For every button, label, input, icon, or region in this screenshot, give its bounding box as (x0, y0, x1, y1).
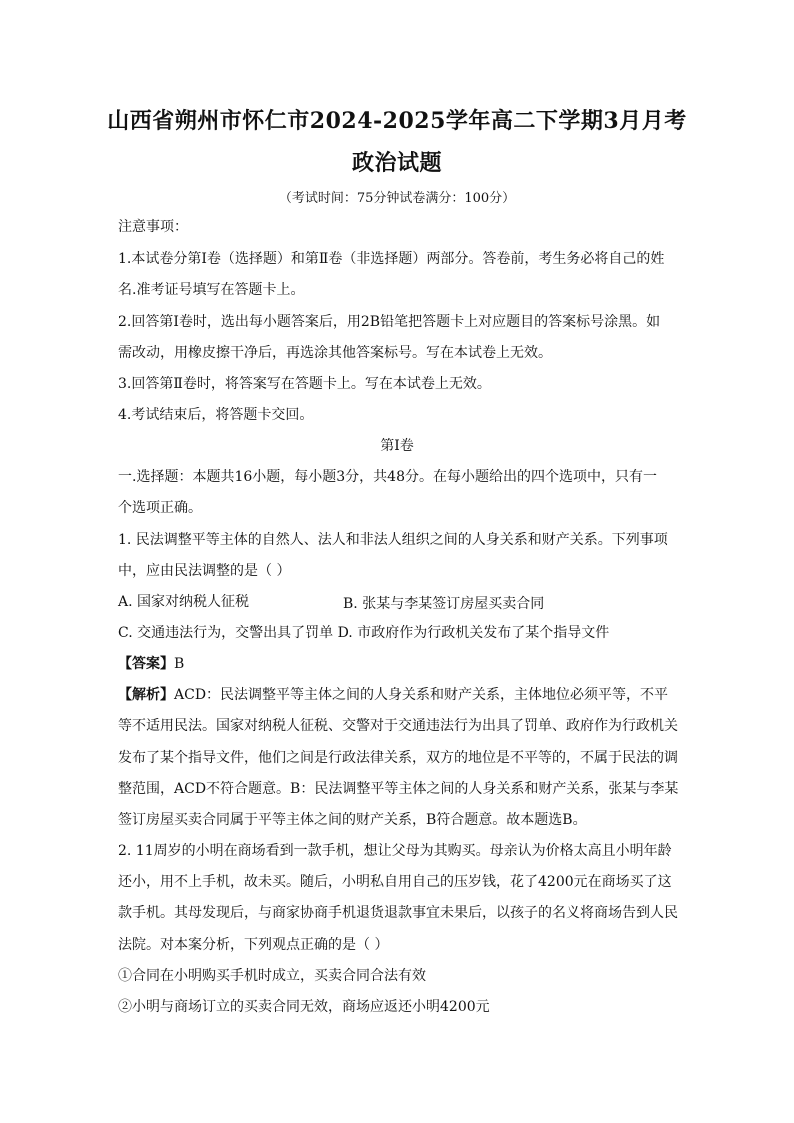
notes-line: 3.回答第Ⅱ卷时，将答案写在答题卡上。写在本试卷上无效。 (118, 376, 491, 392)
statement-item: ②小明与商场订立的买卖合同无效，商场应返还小明4200元 (118, 999, 490, 1015)
section-intro: 一.选择题：本题共16小题，每小题3分，共48分。在每小题给出的四个选项中，只有一 (118, 469, 657, 485)
option-b: B. 张某与李某签订房屋买卖合同 (343, 596, 545, 612)
notes-line: 2.回答第Ⅰ卷时，选出每小题答案后，用2B铅笔把答题卡上对应题目的答案标号涂黑。如 (118, 314, 661, 330)
exam-info: （考试时间：75分钟试卷满分：100分） (278, 191, 516, 206)
answer-value: B (174, 656, 185, 672)
question-stem: 款手机。其母发现后，与商家协商手机退货退款事宜未果后，以孩子的名义将商场告到人民 (118, 905, 678, 921)
notes-line: 4.考试结束后，将答题卡交回。 (118, 407, 314, 423)
answer-label: 【答案】 (118, 656, 174, 672)
section-intro: 个选项正确。 (118, 500, 202, 516)
question-stem: 1. 民法调整平等主体的自然人、法人和非法人组织之间的人身关系和财产关系。下列事项 (118, 532, 668, 548)
section-title: 第Ⅰ卷 (380, 438, 414, 454)
analysis-text: 整范围，ACD不符合题意。B：民法调整平等主体之间的人身关系和财产关系，张某与李某 (118, 781, 679, 797)
analysis-text: ACD：民法调整平等主体之间的人身关系和财产关系，主体地位必须平等，不平 (174, 687, 669, 703)
analysis-line (118, 686, 688, 704)
exam-title: 山西省朔州市怀仁市2024-2025学年高二下学期3月月考 (107, 108, 687, 134)
analysis-text: 发布了某个指导文件，他们之间是行政法律关系，双方的地位是不平等的，不属于民法的调 (118, 750, 678, 766)
analysis-label: 【解析】 (118, 687, 174, 703)
option-c-d: C. 交通违法行为，交警出具了罚单 D. 市政府作为行政机关发布了某个指导文件 (118, 625, 610, 641)
option-a: A. 国家对纳税人征税 (118, 594, 250, 610)
analysis-text: 签订房屋买卖合同属于平等主体之间的财产关系，B符合题意。故本题选B。 (118, 812, 587, 828)
notes-line: 1.本试卷分第Ⅰ卷（选择题）和第Ⅱ卷（非选择题）两部分。答卷前，考生务必将自己的姓 (118, 251, 665, 267)
notes-line: 需改动，用橡皮擦干净后，再选涂其他答案标号。写在本试卷上无效。 (118, 345, 552, 361)
question-stem: 法院。对本案分析，下列观点正确的是（ ） (118, 937, 389, 953)
analysis-text: 等不适用民法。国家对纳税人征税、交警对于交通违法行为出具了罚单、政府作为行政机关 (118, 718, 678, 734)
answer-line (118, 655, 688, 673)
question-stem: 中，应由民法调整的是（ ） (118, 563, 291, 579)
question-stem: 还小，用不上手机，故未买。随后，小明私自用自己的压岁钱，花了4200元在商场买了这 (118, 874, 672, 890)
statement-item: ①合同在小明购买手机时成立，买卖合同合法有效 (118, 968, 426, 984)
notes-line: 名.准考证号填写在答题卡上。 (118, 282, 305, 298)
question-stem: 2. 11周岁的小明在商场看到一款手机，想让父母为其购买。母亲认为价格太高且小明年龄 (118, 843, 672, 859)
notes-heading: 注意事项： (118, 219, 188, 235)
exam-subject-title: 政治试题 (351, 150, 442, 176)
